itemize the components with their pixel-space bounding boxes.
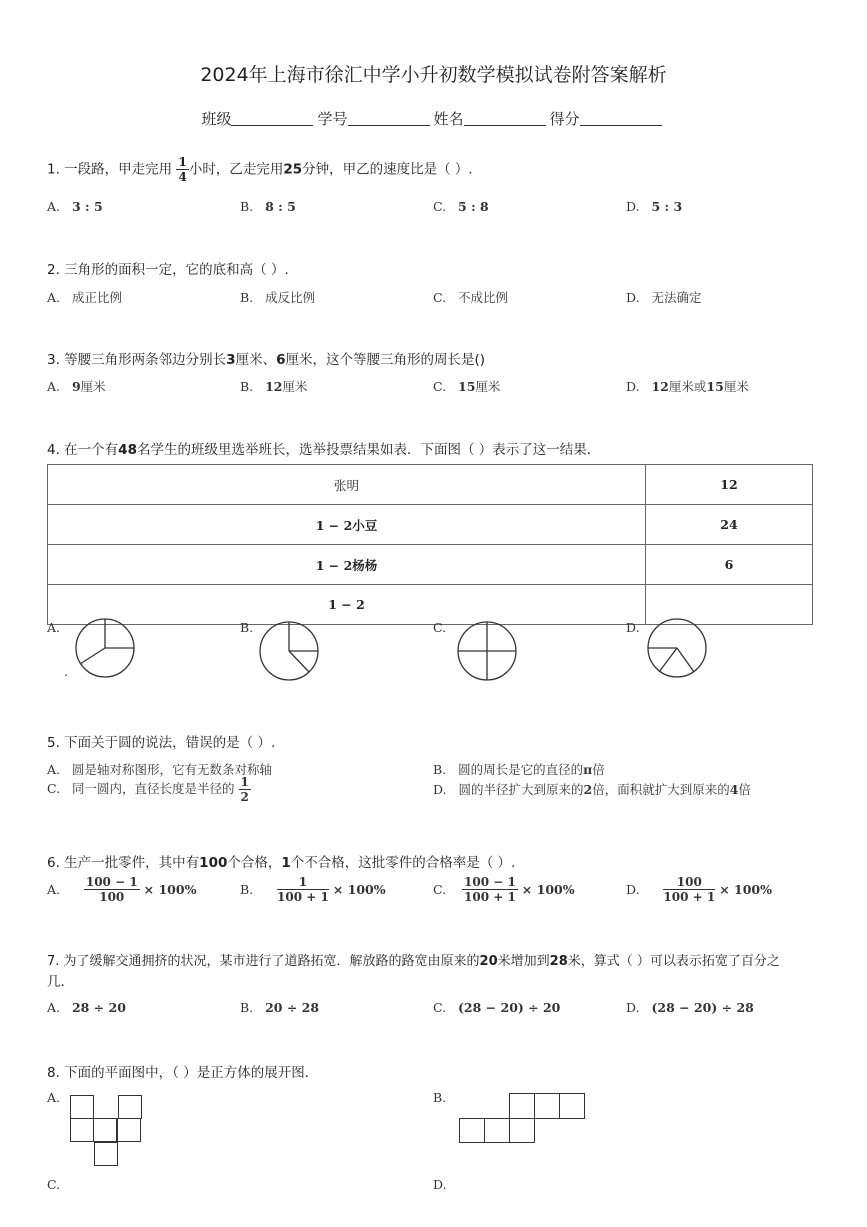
- q8-net-b[interactable]: [459, 1093, 587, 1143]
- q2-option-d[interactable]: D. 无法确定: [626, 290, 702, 305]
- question-5: 5. 下面关于圆的说法，错误的是（ ）.: [47, 735, 276, 751]
- question-7-continued: 几．: [47, 974, 74, 990]
- q4-option-a-label[interactable]: A.: [47, 620, 61, 635]
- page-title: 2024年上海市徐汇中学小升初数学模拟试卷附答案解析: [200, 64, 667, 86]
- q4-option-c-label[interactable]: C.: [433, 620, 447, 635]
- number-blank[interactable]: [348, 111, 430, 126]
- q4-pie-d[interactable]: [645, 616, 709, 680]
- q7-option-b[interactable]: B. 20 ÷ 28: [240, 1000, 320, 1015]
- q2-option-c[interactable]: C. 不成比例: [433, 290, 509, 305]
- q4-pie-c[interactable]: [455, 619, 519, 683]
- name-label: 姓名: [433, 110, 464, 128]
- table-row: 张明 12: [48, 465, 813, 505]
- table-row: 1 − 2小豆 24: [48, 505, 813, 545]
- q7-option-a[interactable]: A. 28 ÷ 20: [47, 1000, 126, 1015]
- vote-table: [47, 464, 813, 625]
- q4-pie-b[interactable]: [257, 619, 321, 683]
- q4-option-b-label[interactable]: B.: [240, 620, 254, 635]
- question-6: 6. 生产一批零件，其中有100个合格，1个不合格，这批零件的合格率是（ ）.: [47, 855, 516, 871]
- class-blank[interactable]: [231, 111, 313, 126]
- q6-option-d[interactable]: D. $\frac{100}{100 + 1}$ × 100%: [626, 875, 772, 904]
- question-4: 4. 在一个有48名学生的班级里选举班长，选举投票结果如表．下面图（ ）表示了这一结果．: [47, 442, 601, 458]
- q5-option-a[interactable]: A. 圆是轴对称图形，它有无数条对称轴: [47, 762, 272, 777]
- question-1: 1. 一段路，甲走完用 $\frac{1}{4}$ 小时，乙走完用25分钟，甲乙的速度比是（ ）.: [47, 155, 473, 184]
- class-label: 班级: [201, 110, 232, 128]
- q3-option-a[interactable]: A. 9厘米: [47, 379, 106, 394]
- q2-option-a[interactable]: A. 成正比例: [47, 290, 122, 305]
- table-row: 1 − 2: [48, 585, 813, 625]
- q3-option-d[interactable]: D. 12厘米或15厘米: [626, 379, 749, 394]
- q4-option-d-label[interactable]: D.: [626, 620, 640, 635]
- student-info-line: [0, 108, 867, 129]
- q1-text: 1. 一段路，甲走完用: [47, 161, 173, 178]
- question-8: 8. 下面的平面图中，（ ）是正方体的展开图．: [47, 1065, 319, 1081]
- q5-option-b[interactable]: B. 圆的周长是它的直径的π倍: [433, 762, 605, 777]
- score-blank[interactable]: [580, 111, 662, 126]
- question-7: 7. 为了缓解交通拥挤的状况，某市进行了道路拓宽．解放路的路宽由原来的20米增加到28米，算式（ ）可以表示拓宽了百分之: [47, 954, 780, 969]
- q2-option-b[interactable]: B. 成反比例: [240, 290, 316, 305]
- q1-fraction: $\frac{1}{4}$: [178, 155, 187, 184]
- q8-net-a[interactable]: [70, 1095, 142, 1167]
- number-label: 学号: [317, 110, 348, 128]
- q1-option-a[interactable]: A. 3 : 5: [47, 199, 103, 214]
- q8-option-a-label[interactable]: A.: [47, 1090, 61, 1105]
- q1-option-c[interactable]: C. 5 : 8: [433, 199, 489, 214]
- q4-pie-a[interactable]: [74, 616, 138, 680]
- q7-option-c[interactable]: C. (28 − 20) ÷ 20: [433, 1000, 561, 1015]
- q5-option-c[interactable]: C. 同一圆内，直径长度是半径的 $\frac{1}{2}$: [47, 775, 249, 804]
- q8-option-d-label[interactable]: D.: [433, 1177, 447, 1192]
- score-label: 得分: [549, 110, 580, 128]
- q8-option-b-label[interactable]: B.: [433, 1090, 447, 1105]
- q1-option-d[interactable]: D. 5 : 3: [626, 199, 683, 214]
- q4-dot: .: [64, 664, 68, 679]
- q8-option-c-label[interactable]: C.: [47, 1177, 61, 1192]
- q6-option-b[interactable]: B. $\frac{1}{100 + 1}$ × 100%: [240, 875, 386, 904]
- q5-option-d[interactable]: D. 圆的半径扩大到原来的2倍，面积就扩大到原来的4倍: [433, 782, 751, 797]
- q6-option-a[interactable]: A. $\frac{100 - 1}{100}$ × 100%: [47, 875, 197, 904]
- question-2: 2. 三角形的面积一定，它的底和高（ ）.: [47, 262, 289, 278]
- question-3: 3. 等腰三角形两条邻边分别长3厘米、6厘米，这个等腰三角形的周长是(): [47, 352, 486, 368]
- name-blank[interactable]: [464, 111, 546, 126]
- q3-option-c[interactable]: C. 15厘米: [433, 379, 501, 394]
- q1-option-b[interactable]: B. 8 : 5: [240, 199, 296, 214]
- table-row: 1 − 2杨杨 6: [48, 545, 813, 585]
- q3-option-b[interactable]: B. 12厘米: [240, 379, 308, 394]
- q7-option-d[interactable]: D. (28 − 20) ÷ 28: [626, 1000, 754, 1015]
- q6-option-c[interactable]: C. $\frac{100 - 1}{100 + 1}$ × 100%: [433, 875, 575, 904]
